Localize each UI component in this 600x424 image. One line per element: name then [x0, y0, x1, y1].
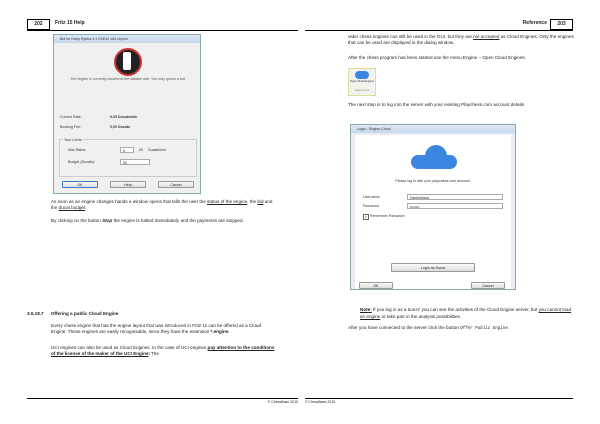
current-rate-value: 0,05 Ducats/min [110, 115, 138, 119]
bid-link[interactable]: bid [257, 199, 264, 204]
engine-logo-icon [114, 48, 142, 76]
login-content [355, 135, 511, 289]
note-paragraph: Note: If you log in as a Guest you can see the activities of the Cloud Engine server, but you cannot load an engine or take part in the analysis possibilities. [360, 307, 572, 320]
page-number: 202 [27, 19, 50, 30]
username-input[interactable]: Dankmeteus [407, 194, 503, 200]
cancel-button[interactable]: Cancel [158, 181, 194, 188]
max-rate-unit: Ducats/min [148, 148, 166, 152]
paragraph: By clicking on the button Stop the engine is halted immediately and the payments are stopped. [51, 218, 244, 223]
remember-label: Remember Password [370, 214, 405, 218]
ok-button[interactable]: OK [62, 181, 98, 188]
status-link[interactable]: status of the engine [207, 199, 248, 204]
page-footer: © ChessBase 2015 [305, 398, 573, 408]
section-number: 3.5.18.7 [27, 311, 44, 316]
limits-group [59, 139, 197, 177]
dialog-title: Bid for Deep Rybka 4.1 SSE42 x64 chymn [54, 35, 200, 43]
note-label: Note: [360, 307, 372, 312]
login-dialog [350, 124, 516, 290]
paragraph: After you have connected to the server click the button Offer Public Engine. [348, 325, 510, 331]
engine-cloud-label: Engine Cloud [354, 89, 370, 92]
password-input[interactable]: •••••••• [407, 203, 503, 209]
username-label: Username [363, 195, 380, 199]
cloud-icon [355, 71, 369, 79]
budget-link[interactable]: ducat budget [58, 205, 86, 211]
header-title: Reference [522, 20, 547, 26]
max-rate-label: Max Rates: [68, 148, 87, 152]
license-link[interactable]: pay attention to the conditions of the license of the maker of the UCI Engine [51, 345, 275, 357]
budget-label: Budget (Ducats): [68, 160, 95, 164]
cannot-load-link[interactable]: you cannot load an engine [360, 307, 572, 320]
max-rate-input[interactable]: 5 [120, 147, 134, 153]
booking-fee-value: 0,00 Ducats [110, 125, 130, 129]
remember-checkbox[interactable]: ✓ [364, 215, 368, 219]
page-footer: © ChessBase 2015 [27, 398, 298, 408]
cancel-button[interactable]: Cancel [471, 282, 505, 289]
not-accepted-link[interactable]: not accepted [473, 34, 500, 39]
bid-dialog [53, 34, 201, 194]
paragraph: older chess engines can still be used in the GUI, but they are not accepted as Cloud Engines. Only the engines that can be used are displayed in the dialog window. [348, 34, 574, 46]
login-as-guest-button[interactable]: Login as Guest [391, 263, 475, 272]
page-number: 203 [550, 19, 573, 30]
limits-label: Your Limits [64, 138, 82, 142]
offer-public-engine-button-ref: Offer Public Engine [460, 327, 508, 331]
cloud-icon [411, 145, 457, 169]
section-title: Offering a public Cloud Engine [50, 311, 119, 316]
password-label: Password [363, 204, 379, 208]
header-title: Fritz 15 Help [55, 20, 85, 26]
paragraph: Every chess engine that has the engine layout that was introduced in Fritz 11 can be offered as a Cloud Engine. These engines are easily recognisable, since they have the extension *.engine. [51, 323, 261, 335]
open-cloud-engines-button[interactable] [348, 68, 376, 96]
booking-fee-label: Booking Fee: [60, 125, 82, 129]
right-page [300, 0, 600, 424]
budget-input[interactable]: 50 [120, 159, 150, 165]
paragraph: The next step is to log into the server with your existing Playchess.com account details. [348, 102, 526, 107]
paragraph: After the chess program has been started use the menu Engine – Open Cloud Engines. [348, 55, 526, 60]
current-rate-label: Current Rate: [60, 115, 82, 119]
page-header [27, 19, 298, 31]
login-dialog-title: Login - Engine Cloud [351, 125, 515, 133]
login-prompt: Please log in with your playchess.com account. [395, 179, 471, 183]
paragraph: As soon as an engine changes hands a window opens that tells the user the status of the engine, the bid and the ducat budget. [51, 199, 273, 211]
help-button[interactable]: Help [110, 181, 146, 188]
paragraph: UCI engines can also be used as Cloud Engines. In the case of UCI engines pay attention to the conditions of the license of the maker of the UCI Engine! The [51, 345, 275, 357]
ok-button[interactable]: OK [359, 282, 393, 289]
page-header [305, 19, 573, 31]
open-cloud-label: Open Cloud Engines [350, 80, 374, 83]
dialog-message: The engine is currently booked at the bidable rate. You may queue a bid. [70, 77, 186, 81]
max-rate-mult: ,05 [138, 148, 143, 152]
section-heading [27, 311, 277, 317]
